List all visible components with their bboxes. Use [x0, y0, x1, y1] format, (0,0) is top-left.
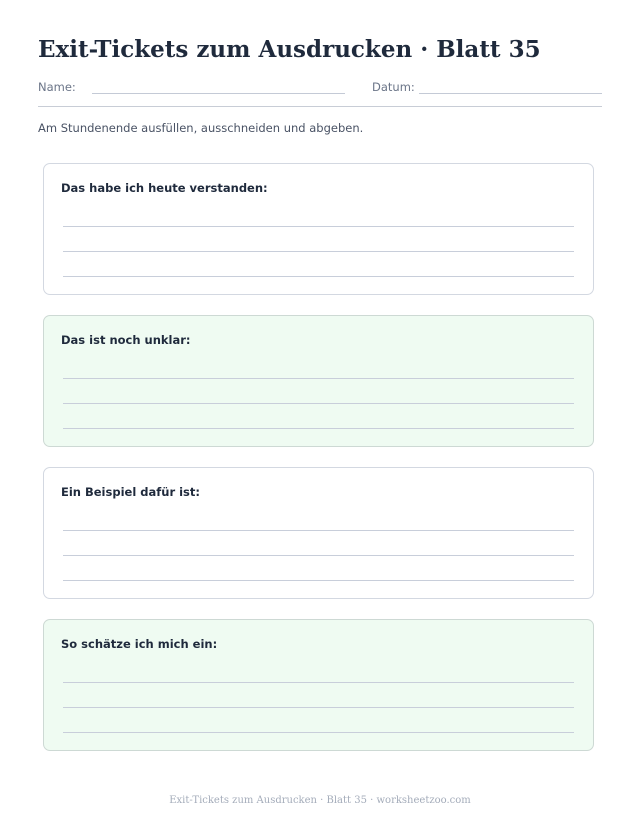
writing-line — [63, 555, 574, 556]
writing-line — [63, 276, 574, 277]
ticket-card-self-assessment — [43, 619, 594, 751]
date-label: Datum: — [372, 80, 415, 94]
ticket-label: So schätze ich mich ein: — [61, 637, 218, 651]
writing-line — [63, 682, 574, 683]
ticket-card-example — [43, 467, 594, 599]
writing-line — [63, 428, 574, 429]
ticket-card-unclear — [43, 315, 594, 447]
ticket-label: Ein Beispiel dafür ist: — [61, 485, 200, 499]
ticket-label: Das habe ich heute verstanden: — [61, 181, 268, 195]
student-info-row — [38, 78, 602, 98]
header-divider — [38, 106, 602, 107]
name-label: Name: — [38, 80, 76, 94]
name-line — [92, 93, 345, 94]
page-title: Exit-Tickets zum Ausdrucken · Blatt 35 — [38, 36, 541, 63]
writing-line — [63, 251, 574, 252]
instructions: Am Stundenende ausfüllen, ausschneiden und abgeben. — [38, 121, 364, 135]
writing-line — [63, 530, 574, 531]
writing-line — [63, 403, 574, 404]
date-line — [419, 93, 602, 94]
writing-line — [63, 732, 574, 733]
page-footer: Exit-Tickets zum Ausdrucken · Blatt 35 · worksheetzoo.com — [169, 795, 471, 806]
writing-line — [63, 580, 574, 581]
writing-line — [63, 226, 574, 227]
writing-line — [63, 707, 574, 708]
ticket-label: Das ist noch unklar: — [61, 333, 191, 347]
writing-line — [63, 378, 574, 379]
ticket-card-understood — [43, 163, 594, 295]
